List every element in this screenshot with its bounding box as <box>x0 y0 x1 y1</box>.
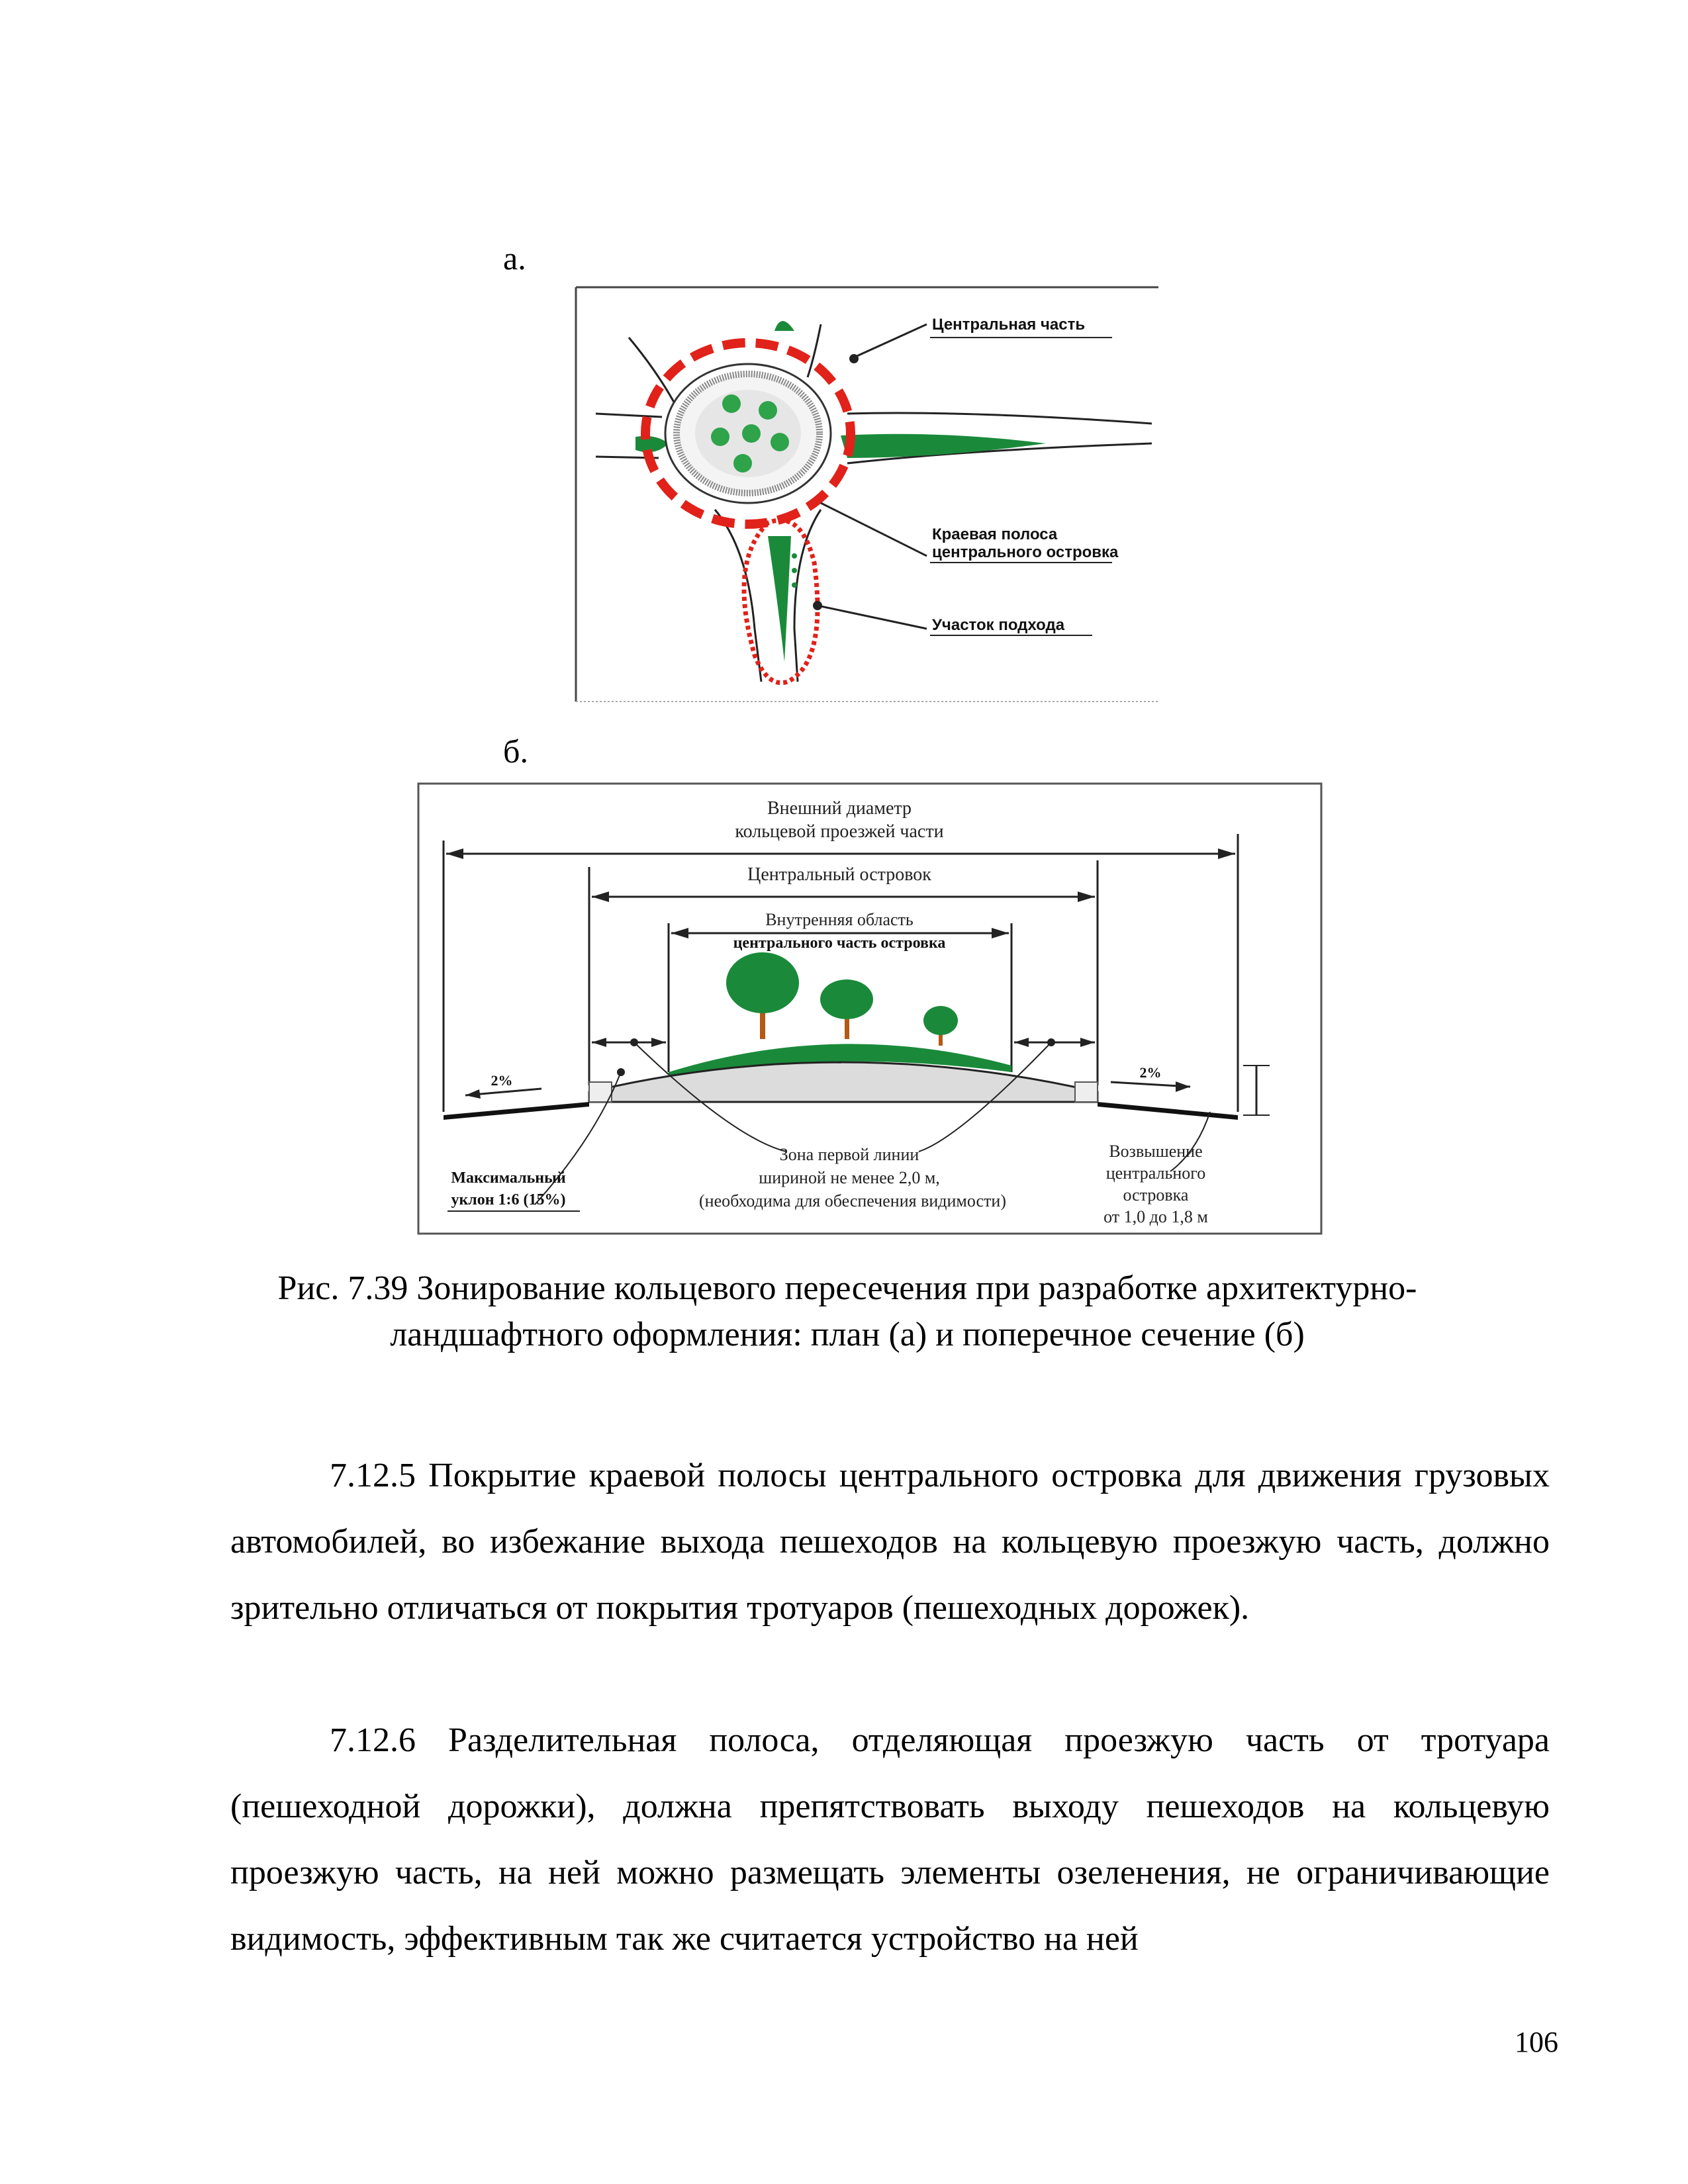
first-line-zone-line2: шириной не менее 2,0 м, <box>759 1168 940 1187</box>
callout-line-approach <box>818 606 927 629</box>
figure-label-b: б. <box>503 733 528 770</box>
tree-icon <box>771 433 789 451</box>
callout-edge-line1: Краевая полоса <box>932 525 1058 543</box>
outer-diameter-line1: Внешний диаметр <box>767 798 912 819</box>
callout-central: Центральная часть <box>932 316 1086 334</box>
tree-icon <box>711 428 729 446</box>
tree-icon <box>923 1006 958 1035</box>
roadway-left <box>444 1102 589 1120</box>
slope-right: 2% <box>1139 1064 1162 1081</box>
island-mound <box>589 1062 1098 1102</box>
roundabout-plan-diagram <box>569 285 1165 708</box>
max-slope-line1: Максимальный <box>451 1169 566 1187</box>
splitter-island-left <box>635 436 669 453</box>
max-slope-line2: уклон 1:6 (15%) <box>451 1191 566 1208</box>
road-edge <box>847 413 1152 424</box>
callout-approach: Участок подхода <box>932 616 1065 634</box>
slope-left: 2% <box>491 1072 513 1089</box>
outer-diameter-line2: кольцевой проезжей части <box>735 821 944 842</box>
paragraph-7-12-5: 7.12.5 Покрытие краевой полосы центрального островка для движения грузовых автомобилей, во избежание выхода пешеходов на кольцевую проезжую часть, должно зрительно отличаться от покрытия тротуаров (пешеходных дорожек). <box>230 1457 1550 1627</box>
inner-area-line2: центрального часть островка <box>733 934 946 952</box>
curb-right <box>1075 1082 1098 1102</box>
tree-icon <box>722 394 741 413</box>
inner-area-line1: Внутренняя область <box>765 910 914 929</box>
callout-line-edge <box>821 503 927 556</box>
elevation-line4: от 1,0 до 1,8 м <box>1103 1207 1208 1226</box>
road-edge <box>596 414 662 417</box>
roadway-right <box>1098 1102 1238 1120</box>
caption-line-2: ландшафтного оформления: план (а) и поперечное сечение (б) <box>390 1316 1305 1353</box>
page-number: 106 <box>1515 2026 1558 2058</box>
tree-icon <box>820 979 873 1019</box>
elevation-line1: Возвышение <box>1109 1142 1203 1161</box>
callout-line-central <box>854 324 927 357</box>
roundabout-section-diagram <box>416 781 1324 1238</box>
central-island-label: Центральный островок <box>747 864 931 885</box>
first-line-zone-line3: (необходима для обеспечения видимости) <box>699 1191 1006 1210</box>
tree-icon <box>733 454 752 473</box>
splitter-island-top <box>774 321 794 331</box>
splitter-island-bottom <box>768 536 791 662</box>
tree-icon <box>759 401 777 420</box>
paragraph-7-12-6: 7.12.6 Разделительная полоса, отделяющая проезжую часть от тротуара (пешеходной дорожки), должна препятствовать выходу пешеходов на кольцевую проезжую часть, на ней можно размещать элементы озеленения, не ограничивающие видимость, эффективным так же считается устройство на ней <box>230 1721 1550 1958</box>
figure-label-a: а. <box>503 240 526 277</box>
first-line-zone-line1: Зона первой линии <box>779 1145 919 1164</box>
tree-icon <box>726 952 799 1013</box>
figure-caption <box>199 1265 1496 1358</box>
tree-icon <box>742 424 761 443</box>
elevation-line3: островка <box>1123 1185 1189 1205</box>
caption-line-1: Рис. 7.39 Зонирование кольцевого пересечения при разработке архитектурно- <box>277 1269 1417 1307</box>
elevation-line2: центрального <box>1105 1163 1206 1183</box>
callout-edge-line2: центрального островка <box>932 543 1119 561</box>
